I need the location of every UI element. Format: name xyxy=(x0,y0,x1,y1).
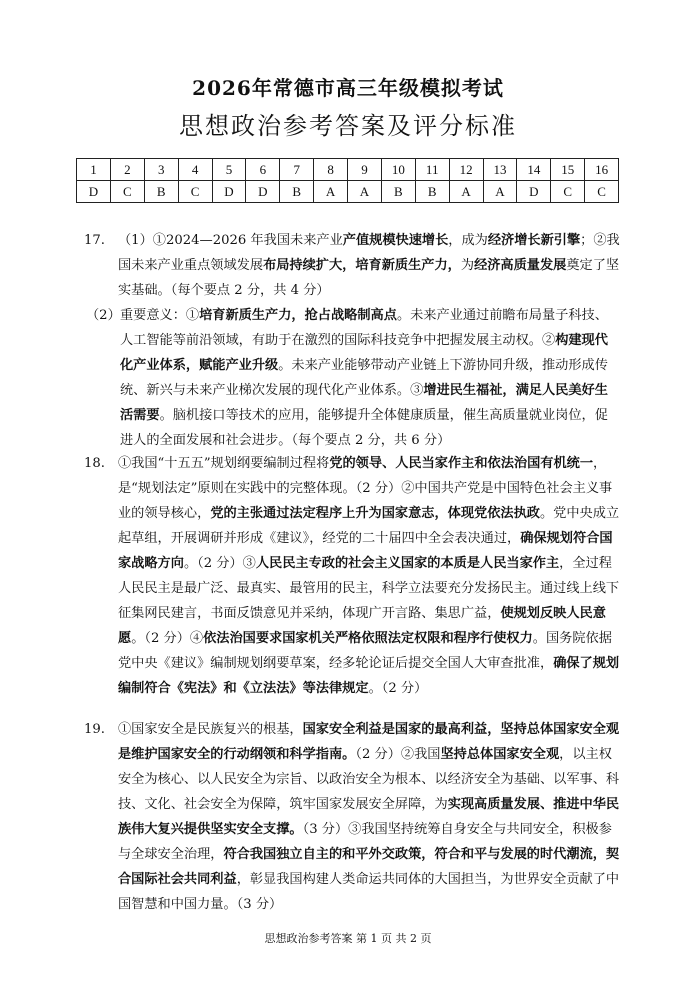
answer-text: ；②我国未来产业重点领域发展 xyxy=(118,233,620,273)
key-point-text: 符合我国独立自主的和平外交政策，符合和平与发展的时代潮流，契合国际社会共同利益 xyxy=(118,847,620,887)
answer-cell: D xyxy=(517,181,551,203)
document-subtitle: 思想政治参考答案及评分标准 xyxy=(179,112,517,140)
part-2-answer xyxy=(120,308,608,448)
answer-table xyxy=(76,158,619,203)
part-1-number: （1） xyxy=(118,233,153,248)
question-19 xyxy=(84,717,620,917)
answer-text: ，成为 xyxy=(448,233,488,248)
answer-text: ，全过程人民民主是最广泛、最真实、最管用的民主，科学立法要充分发扬民主。通过线上线下征集网民建言，书面反馈意见并采纳，体现广开言路、集思广益， xyxy=(118,556,620,621)
answer-cell: C xyxy=(110,181,144,203)
key-point-text: 坚持总体国家安全观 xyxy=(440,747,560,762)
question-number-cell: 4 xyxy=(178,159,212,181)
part-1-answer xyxy=(118,233,620,298)
answer-text: 。（2 分） xyxy=(368,681,428,696)
question-number: 19. xyxy=(84,722,105,737)
question-number-cell: 10 xyxy=(381,159,415,181)
answer-text: ①我国“十五五”规划纲要编制过程将 xyxy=(118,456,330,471)
key-point-text: 培育新质生产力，抢占战略制高点 xyxy=(199,308,397,323)
key-point-text: 产值规模快速增长 xyxy=(342,233,449,248)
key-point-text: 经济高质量发展 xyxy=(474,258,567,273)
answer-cell: D xyxy=(212,181,246,203)
answer-text: ，彰显我国构建人类命运共同体的大国担当，为世界安全贡献了中国智慧和中国力量。（3 分） xyxy=(118,872,620,912)
key-point-text: 实现高质量发展、推进中华民族伟大复兴提供坚实安全支撑。 xyxy=(118,797,620,837)
answer-table-answer-row xyxy=(77,181,619,203)
question-19-answer xyxy=(118,722,619,912)
question-18-answer xyxy=(118,456,619,696)
answer-text: ①2024—2026 年我国未来产业 xyxy=(152,233,343,248)
page-footer: 思想政治参考答案 第 1 页 共 2 页 xyxy=(264,932,432,945)
question-number-cell: 3 xyxy=(144,159,178,181)
key-point-text: 国家安全利益是国家的最高利益，坚持总体国家安全观是维护国家安全的行动纲领和科学指南。 xyxy=(118,722,620,762)
key-point-text: 确保规划符合国家战略方向 xyxy=(118,531,613,571)
answer-cell: A xyxy=(314,181,348,203)
answer-table-number-row xyxy=(77,159,619,181)
answer-text: 。（2 分）③ xyxy=(183,556,256,571)
key-point-text: 党的领导、人民当家作主和依法治国有机统一 xyxy=(329,456,594,471)
key-point-text: 增进民生福祉，满足人民美好生活需要 xyxy=(120,383,608,423)
answer-text: 。脑机接口等技术的应用，能够提升全体健康质量，催生高质量就业岗位，促进人的全面发展和社会进步。（每个要点 2 分，共 6 分） xyxy=(120,408,608,448)
key-point-text: 布局持续扩大，培育新质生产力， xyxy=(263,258,461,273)
answer-cell: B xyxy=(415,181,449,203)
key-point-text: 依法治国要求国家机关严格依照法定权限和程序行使权力 xyxy=(203,631,533,646)
answer-cell: A xyxy=(483,181,517,203)
answer-cell: A xyxy=(348,181,382,203)
question-number-cell: 9 xyxy=(348,159,382,181)
answer-text: 。未来产业能够带动产业链上下游协同升级，推动形成传统、新兴与未来产业梯次发展的现代化产业体系。③ xyxy=(120,358,608,398)
answer-cell: B xyxy=(381,181,415,203)
question-18 xyxy=(84,451,620,701)
answer-text: ①国家安全是民族复兴的根基， xyxy=(118,722,303,737)
question-number-cell: 7 xyxy=(280,159,314,181)
answer-cell: D xyxy=(77,181,111,203)
question-number-cell: 13 xyxy=(483,159,517,181)
answer-text: ，是“规划法定”原则在实践中的完整体现。（2 分）②中国共产党是中国特色社会主义事业的领导核心， xyxy=(118,456,613,521)
question-number: 18. xyxy=(84,456,105,471)
question-number-cell: 11 xyxy=(415,159,449,181)
key-point-text: 经济增长新引擎 xyxy=(487,233,581,248)
answer-text: 。国务院依据党中央《建议》编制规划纲要草案，经多轮论证后提交全国人大审查批准， xyxy=(118,631,612,671)
answer-text: 。党中央成立起草组，开展调研并形成《建议》，经党的二十届四中全会表决通过， xyxy=(118,506,620,546)
question-number-cell: 1 xyxy=(77,159,111,181)
key-point-text: 党的主张通过法定程序上升为国家意志，体现党依法执政 xyxy=(210,506,540,521)
answer-text: （3 分）③我国坚持统筹自身安全与共同安全，积极参与全球安全治理， xyxy=(118,822,612,862)
answer-cell: B xyxy=(144,181,178,203)
question-number-cell: 14 xyxy=(517,159,551,181)
answer-cell: A xyxy=(449,181,483,203)
answer-cell: C xyxy=(178,181,212,203)
question-number-cell: 12 xyxy=(449,159,483,181)
key-point-text: 人民民主专政的社会主义国家的本质是人民当家作主 xyxy=(255,556,560,571)
answer-cell: B xyxy=(280,181,314,203)
question-number-cell: 15 xyxy=(551,159,585,181)
answer-cell: C xyxy=(585,181,619,203)
answer-text: 。（2 分）④ xyxy=(131,631,204,646)
part-2-number: （2） xyxy=(86,308,121,323)
answer-text: 奠定了坚实基础。（每个要点 2 分，共 4 分） xyxy=(118,258,620,298)
question-number-cell: 16 xyxy=(585,159,619,181)
answer-cell: D xyxy=(246,181,280,203)
answer-text: 重要意义：① xyxy=(120,308,200,323)
key-point-text: 构建现代化产业体系，赋能产业升级 xyxy=(120,333,608,373)
answer-text: （2 分）②我国 xyxy=(355,747,441,762)
question-number: 17. xyxy=(84,233,105,248)
key-point-text: 使规划反映人民意愿 xyxy=(118,606,606,646)
exam-title: 2026年常德市高三年级模拟考试 xyxy=(192,76,504,100)
question-number-cell: 5 xyxy=(212,159,246,181)
question-number-cell: 8 xyxy=(314,159,348,181)
question-number-cell: 6 xyxy=(246,159,280,181)
question-number-cell: 2 xyxy=(110,159,144,181)
question-17 xyxy=(84,228,620,453)
answer-text: ，以主权安全为核心、以人民安全为宗旨、以政治安全为根本、以经济安全为基础、以军事、科技、文化、社会安全为保障，筑牢国家发展安全屏障，为 xyxy=(118,747,620,812)
answer-text: 为 xyxy=(460,258,475,273)
answer-text: 。未来产业通过前瞻布局量子科技、人工智能等前沿领域，有助于在激烈的国际科技竞争中把握发展主动权。② xyxy=(120,308,608,348)
answer-cell: C xyxy=(551,181,585,203)
key-point-text: 确保了规划编制符合《宪法》和《立法法》等法律规定 xyxy=(118,656,620,696)
